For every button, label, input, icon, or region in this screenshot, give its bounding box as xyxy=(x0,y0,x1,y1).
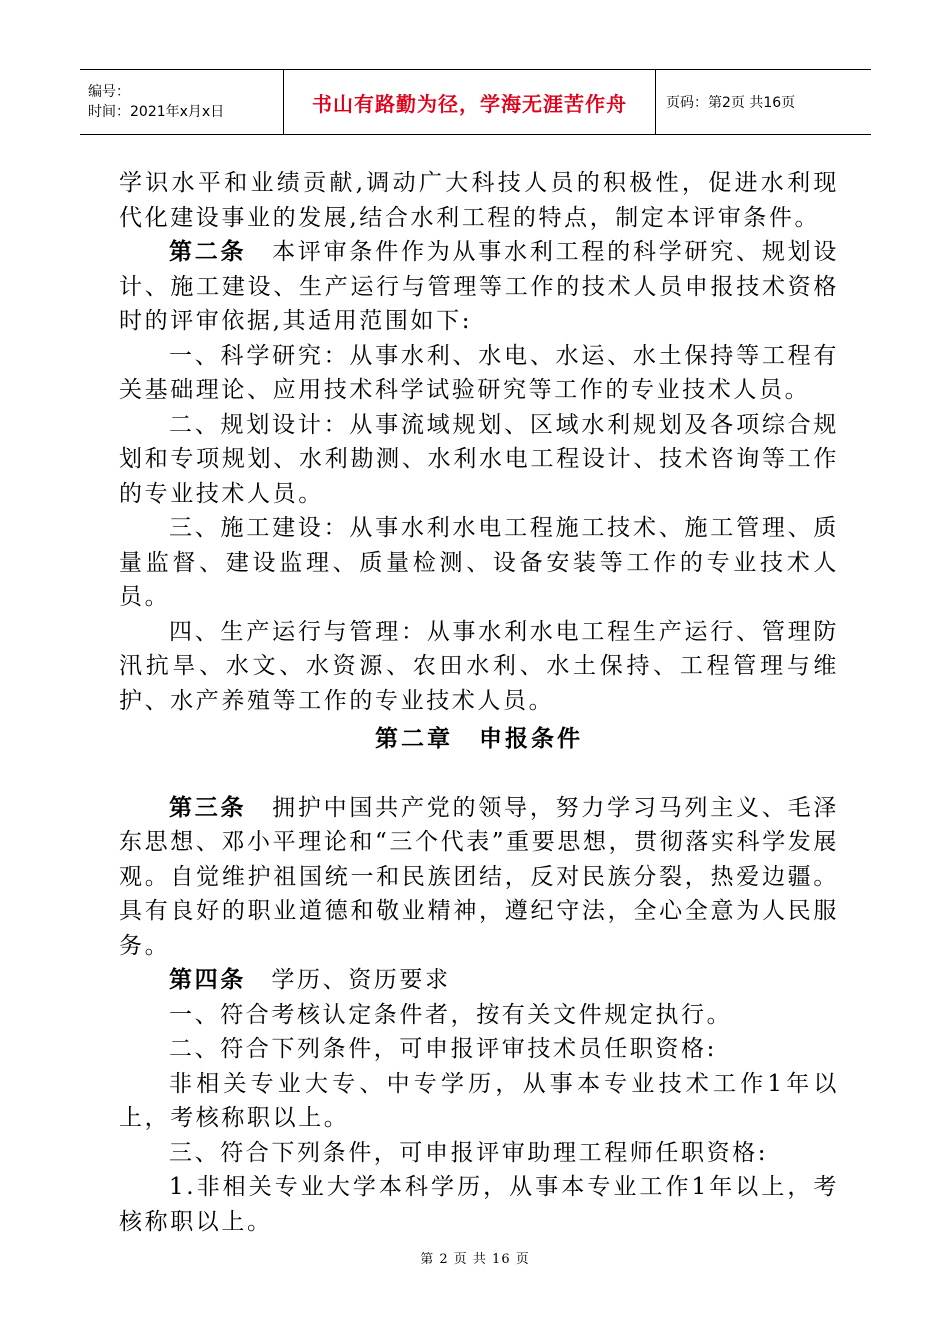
article-2-text: 本评审条件作为从事水利工程的科学研究、规划设计、施工建设、生产运行与管理等工作的技术人员申报技术资格时的评审依据,其适用范围如下: xyxy=(119,239,839,334)
scope-item-1: 一、科学研究：从事水利、水电、水运、水土保持等工程有关基础理论、应用技术科学试验研究等工作的专业技术人员。 xyxy=(119,342,839,403)
header-page-cell xyxy=(656,70,871,134)
article-3-label: 第三条 xyxy=(169,794,247,821)
scope-item-3: 三、施工建设：从事水利水电工程施工技术、施工管理、质量监督、建设监理、质量检测、设备安装等工作的专业技术人员。 xyxy=(119,515,839,610)
paragraph-intro: 学识水平和业绩贡献,调动广大科技人员的积极性，促进水利现代化建设事业的发展,结合水利工程的特点，制定本评审条件。 xyxy=(119,170,839,231)
document-body xyxy=(119,166,839,1239)
requirement-1: 一、符合考核认定条件者，按有关文件规定执行。 xyxy=(169,1001,733,1028)
article-3-text: 拥护中国共产党的领导，努力学习马列主义、毛泽东思想、邓小平理论和“三个代表”重要思想，贯彻落实科学发展观。自觉维护祖国统一和民族团结，反对民族分裂，热爱边疆。具有良好的职业道德和敬业精神，遵纪守法，全心全意为人民服务。 xyxy=(119,794,839,959)
number-label: 编号： xyxy=(88,84,130,100)
header-motto-cell xyxy=(284,70,656,134)
time-label: 时间：2021年x月x日 xyxy=(88,104,225,120)
article-4-text: 学历、资历要求 xyxy=(245,967,451,993)
article-2 xyxy=(119,235,839,339)
requirement-2: 二、符合下列条件，可申报评审技术员任职资格: xyxy=(169,1036,717,1062)
page-label: 页码：第2页 共16页 xyxy=(666,95,796,111)
article-4 xyxy=(119,963,839,998)
chapter-heading: 第二章 申报条件 xyxy=(375,726,583,752)
article-4-label: 第四条 xyxy=(169,967,246,993)
scope-item-2: 二、规划设计：从事流域规划、区域水利规划及各项综合规划和专项规划、水利勘测、水利水电工程设计、技术咨询等工作的专业技术人员。 xyxy=(119,411,839,507)
requirement-2-detail: 非相关专业大专、中专学历，从事本专业技术工作1年以上，考核称职以上。 xyxy=(119,1070,839,1131)
motto: 书山有路勤为径，学海无涯苦作舟 xyxy=(312,91,627,116)
article-3 xyxy=(119,791,839,964)
requirement-3: 三、符合下列条件，可申报评审助理工程师任职资格: xyxy=(169,1139,769,1166)
scope-item-4: 四、生产运行与管理：从事水利水电工程生产运行、管理防汛抗旱、水文、水资源、农田水利、水土保持、工程管理与维护、水产养殖等工作的专业技术人员。 xyxy=(119,618,839,714)
article-2-label: 第二条 xyxy=(169,239,247,265)
document-header xyxy=(80,69,871,135)
requirement-3-detail: 1.非相关专业大学本科学历，从事本专业工作1年以上，考核称职以上。 xyxy=(119,1174,839,1235)
page-footer: 第 2 页 共 16 页 xyxy=(420,1252,530,1267)
header-meta xyxy=(80,70,284,134)
